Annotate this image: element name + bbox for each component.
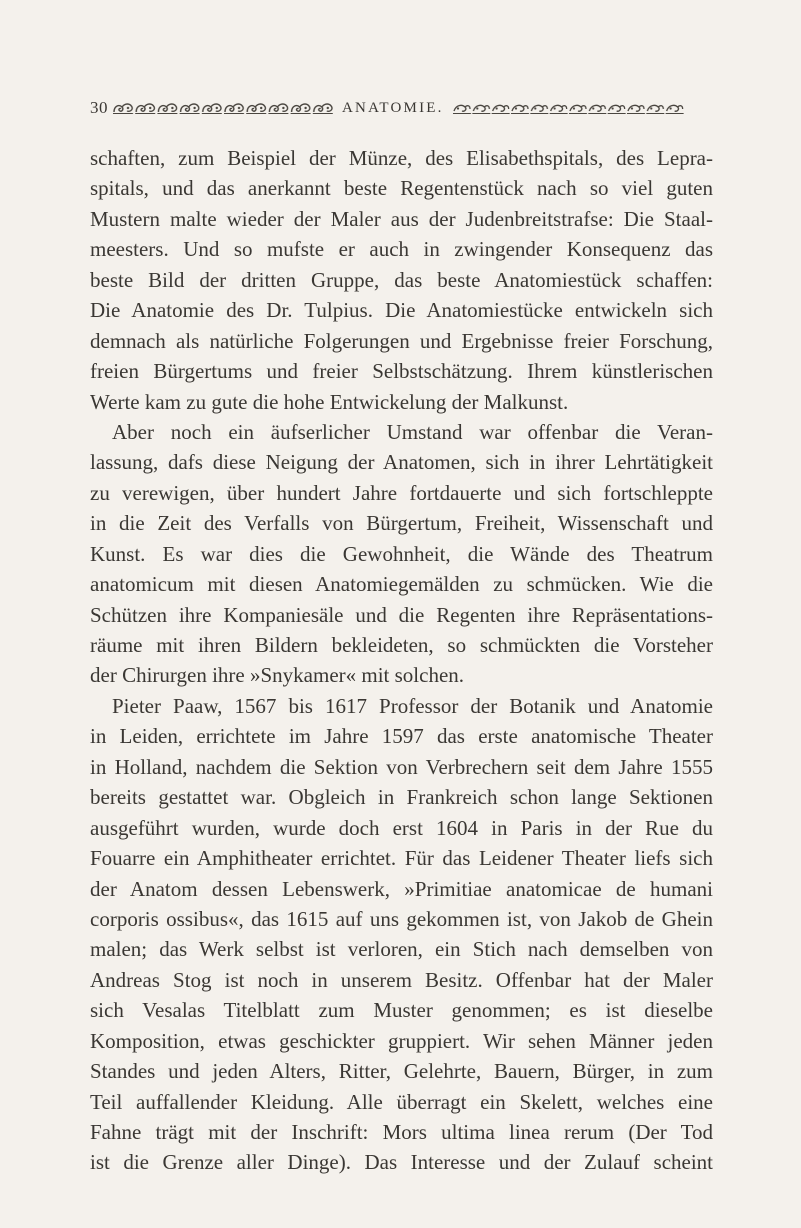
text-line: Standes und jeden Alters, Ritter, Gelehrte, Bauern, Bürger, in zum xyxy=(90,1059,713,1084)
text-line: Andreas Stog ist noch in unserem Besitz. Offenbar hat der Maler xyxy=(90,967,713,992)
text-line: bereits gestattet war. Obgleich in Frankreich schon lange Sektionen xyxy=(90,785,713,810)
text-line: der Chirurgen ihre »Snykamer« mit solchen. xyxy=(90,663,465,688)
text-line: Pieter Paaw, 1567 bis 1617 Professor der Botanik und Anatomie xyxy=(112,693,713,718)
text-line: der Anatom dessen Lebenswerk, »Primitiae anatomicae de humani xyxy=(90,876,713,901)
text-line: ist die Grenze aller Dinge). Das Interesse und der Zulauf scheint xyxy=(90,1150,713,1175)
text-line: in Holland, nachdem die Sektion von Verbrechern seit dem Jahre 1555 xyxy=(90,754,713,779)
text-line: corporis ossibus«, das 1615 auf uns gekommen ist, von Jakob de Ghein xyxy=(90,906,713,931)
text-line: räume mit ihren Bildern bekleideten, so schmückten die Vorsteher xyxy=(90,633,713,657)
text-line: schaften, zum Beispiel der Münze, des Elisabethspitals, des Lepra- xyxy=(90,146,713,170)
text-line: ausgeführt wurden, wurde doch erst 1604 in Paris in der Rue du xyxy=(90,815,713,840)
body-text xyxy=(90,143,713,1178)
page-number: 30 xyxy=(90,98,108,117)
running-title: ANATOMIE. xyxy=(342,100,444,116)
text-line: meesters. Und so mufste er auch in zwingender Konsequenz das xyxy=(90,237,713,262)
text-line: Fahne trägt mit der Inschrift: Mors ultima linea rerum (Der Tod xyxy=(90,1120,713,1144)
text-line: freien Bürgertums und freier Selbstschätzung. Ihrem künstlerischen xyxy=(90,359,713,384)
text-line: demnach als natürliche Folgerungen und Ergebnisse freier Forschung, xyxy=(90,328,713,353)
text-line: beste Bild der dritten Gruppe, das beste Anatomiestück schaffen: xyxy=(90,267,713,292)
text-line: Teil auffallender Kleidung. Alle überragt ein Skelett, welches eine xyxy=(90,1089,713,1114)
text-line: spitals, und das anerkannt beste Regentenstück nach so viel guten xyxy=(90,176,713,201)
text-line: in Leiden, errichtete im Jahre 1597 das erste anatomische Theater xyxy=(90,724,713,749)
text-line: Schützen ihre Kompaniesäle und die Regenten ihre Repräsentations- xyxy=(90,602,713,627)
text-line: Die Anatomie des Dr. Tulpius. Die Anatomiestücke entwickeln sich xyxy=(90,298,713,323)
text-line: sich Vesalas Titelblatt zum Muster genommen; es ist dieselbe xyxy=(90,998,713,1023)
text-line: Aber noch ein äufserlicher Umstand war offenbar die Veran- xyxy=(112,419,713,444)
running-header xyxy=(90,96,710,118)
text-line: Werte kam zu gute die hohe Entwickelung der Malkunst. xyxy=(90,389,569,414)
ornament-border-right-icon xyxy=(452,101,684,115)
text-line: Kunst. Es war dies die Gewohnheit, die Wände des Theatrum xyxy=(90,541,713,566)
text-line: lassung, dafs diese Neigung der Anatomen, sich in ihrer Lehrtätigkeit xyxy=(90,450,713,475)
text-line: Mustern malte wieder der Maler aus der Judenbreitstrafse: Die Staal- xyxy=(90,206,713,231)
text-line: malen; das Werk selbst ist verloren, ein Stich nach demselben von xyxy=(90,937,713,962)
text-line: in die Zeit des Verfalls von Bürgertum, Freiheit, Wissenschaft und xyxy=(90,511,713,536)
text-line: anatomicum mit diesen Anatomiegemälden zu schmücken. Wie die xyxy=(90,572,713,597)
text-line: Fouarre ein Amphitheater errichtet. Für das Leidener Theater liefs sich xyxy=(90,846,713,871)
text-line: Komposition, etwas geschickter gruppiert. Wir sehen Männer jeden xyxy=(90,1028,713,1053)
ornament-border-left-icon xyxy=(112,101,334,115)
text-line: zu verewigen, über hundert Jahre fortdauerte und sich fortschleppte xyxy=(90,480,713,505)
